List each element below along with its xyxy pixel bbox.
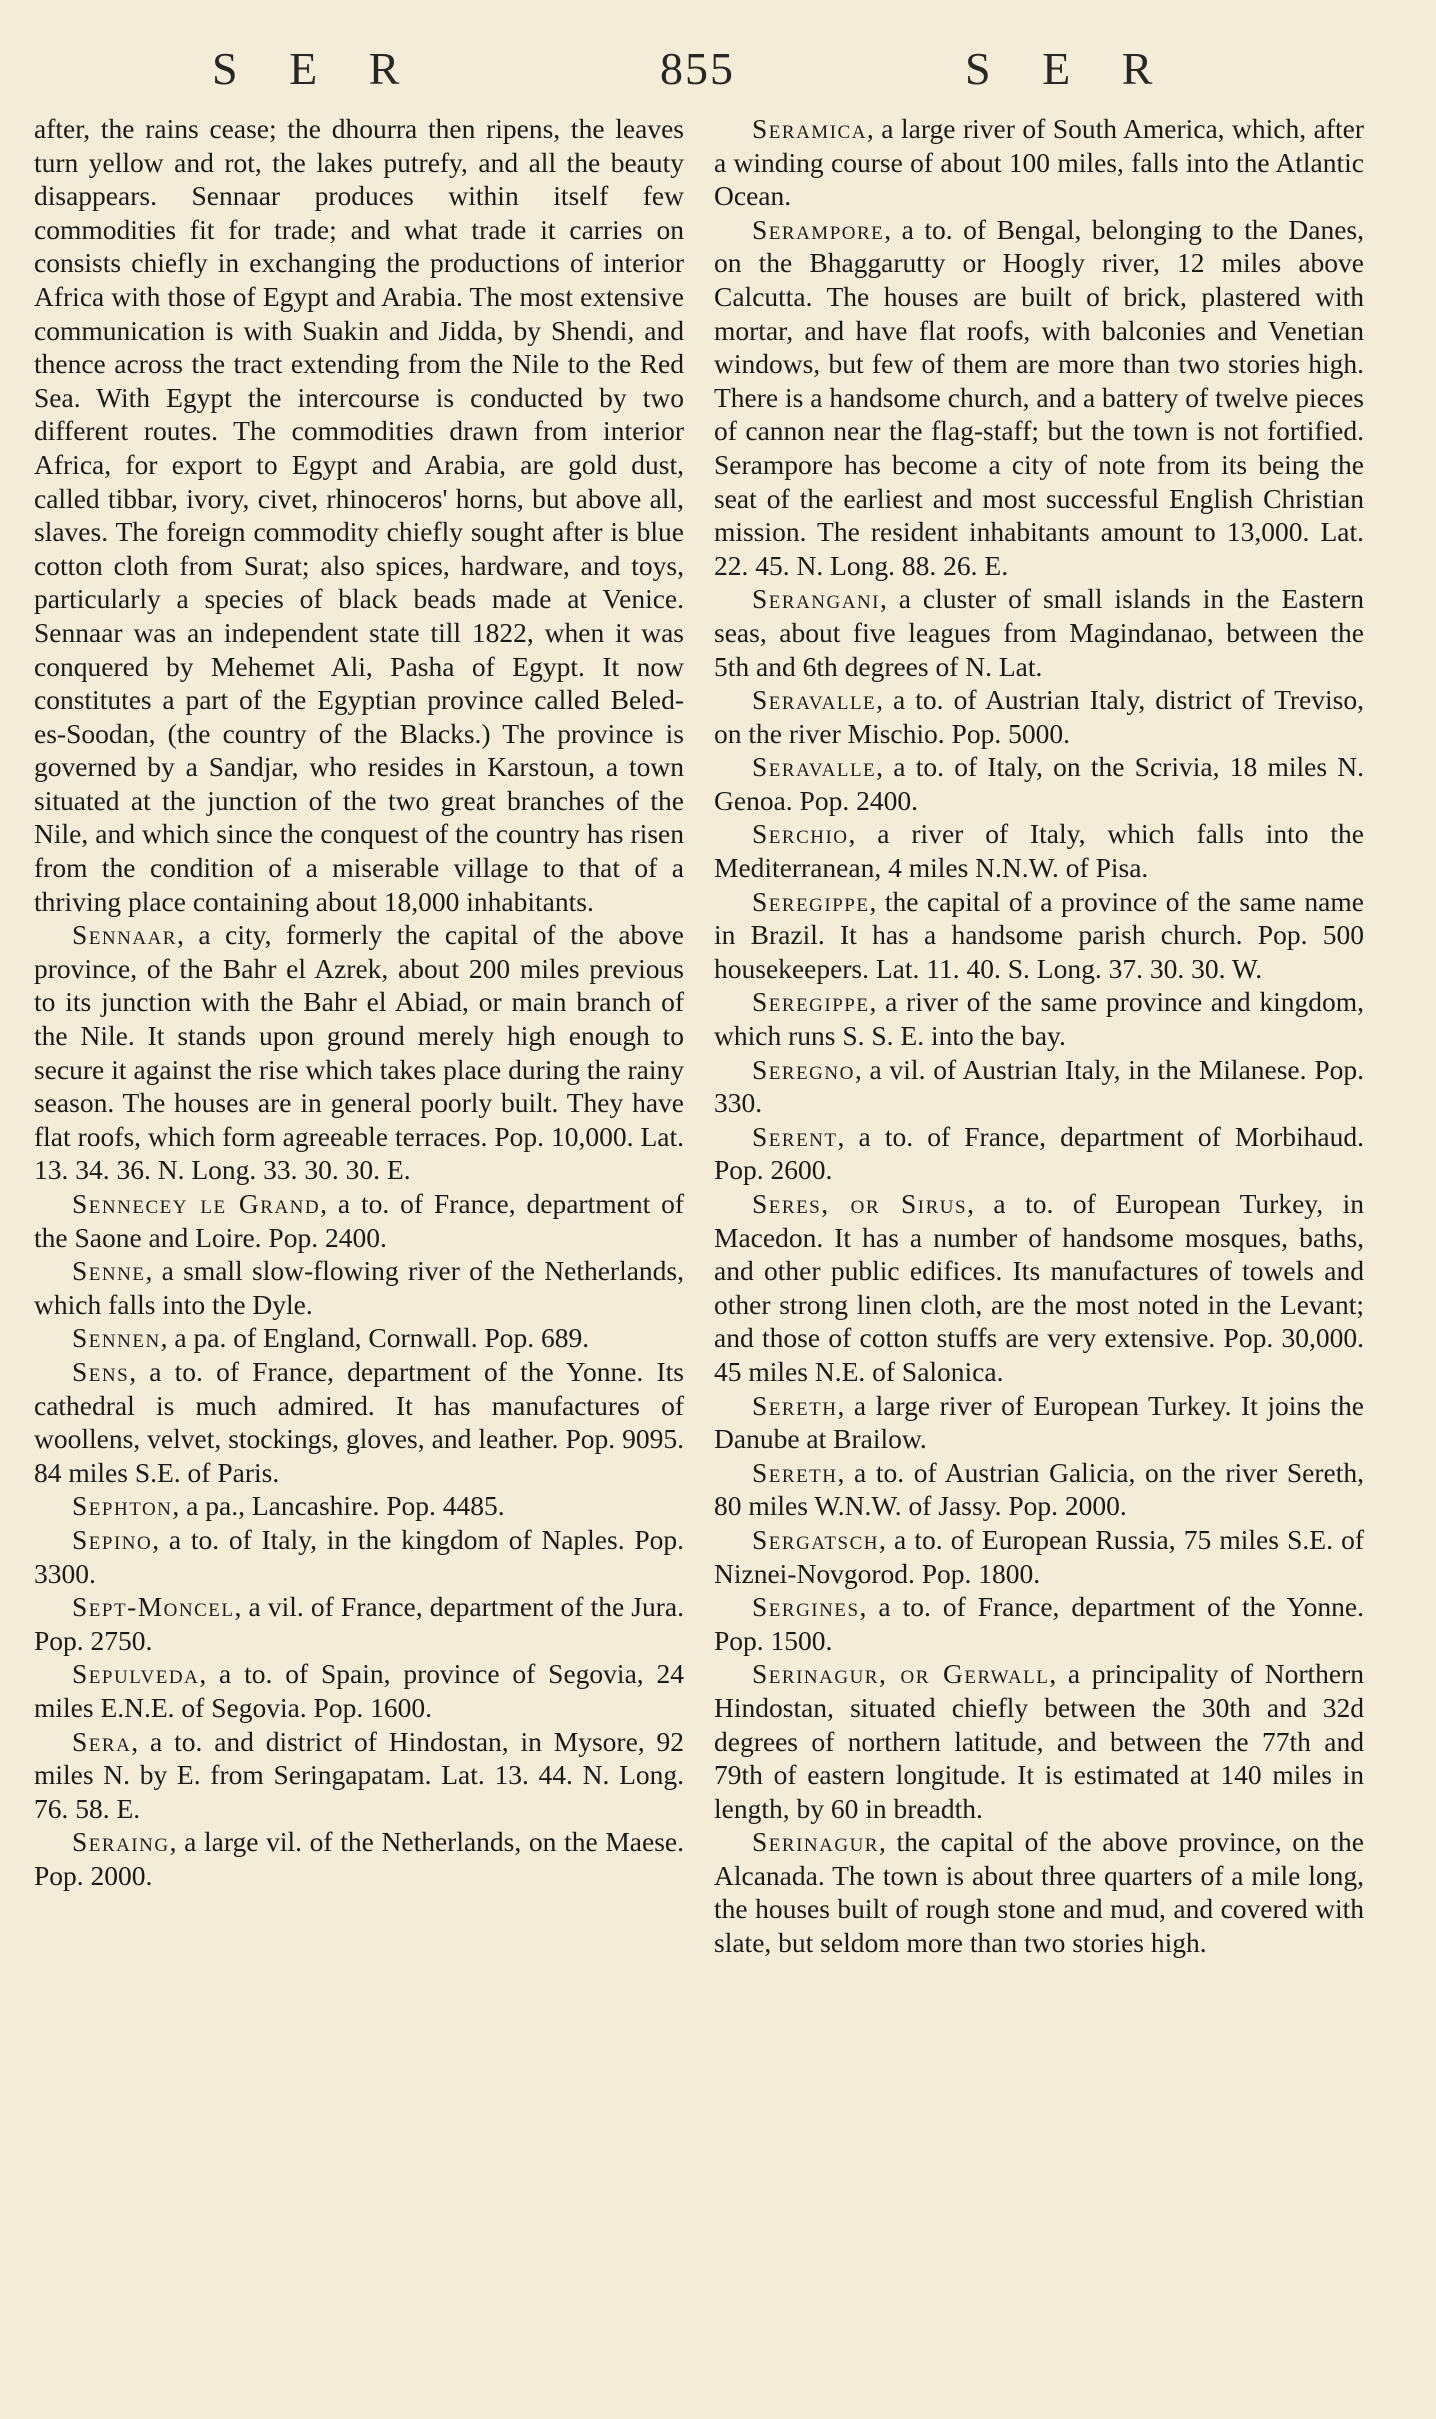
entry-headword: Sepulveda	[72, 1658, 200, 1690]
entry-headword: Seravalle	[752, 751, 877, 783]
entry-headword: Serampore	[752, 213, 885, 245]
entry-text: , a cluster of small islands in the Eastern seas, about five leagues from Magindanao, between the 5th and 6th degrees of N. Lat.	[714, 583, 1364, 682]
gazetteer-entry	[34, 1355, 684, 1489]
entry-text: , a to. of France, department of the Saone and Loire. Pop. 2400.	[34, 1188, 685, 1253]
entry-headword: Senne	[72, 1255, 146, 1287]
entry-text: , a to. of Bengal, belonging to the Danes, on the Bhaggarutty or Hoogly river, 12 miles above Calcutta. The houses are built of brick, plastered with mortar, and have flat roofs, with balconies and Venetian windows, but few of them are more than two stories high. There is a handsome church, and a battery of twelve pieces of cannon near the flag-staff; but the town is not fortified. Serampore has become a city of note from its being the seat of the earliest and most successful English Christian mission. The resident inhabitants amount to 13,000. Lat. 22. 45. N. Long. 88. 26. E.	[714, 213, 1364, 581]
entry-headword: Seres, or Sirus	[752, 1188, 968, 1219]
entry-headword: Sergatsch	[752, 1523, 879, 1555]
entry-headword: Serinagur	[752, 1826, 879, 1858]
gazetteer-entry	[714, 1523, 1364, 1590]
entry-text: , a to. of Italy, in the kingdom of Naples. Pop. 3300.	[34, 1523, 684, 1589]
entry-text: , a to. of Austrian Galicia, on the river Sereth, 80 miles W.N.W. of Jassy. Pop. 2000.	[714, 1456, 1364, 1522]
gazetteer-entry	[714, 817, 1364, 884]
gazetteer-entry	[714, 1053, 1364, 1120]
entry-headword: Sergines	[752, 1591, 860, 1623]
entry-headword: Seramica	[752, 113, 867, 144]
entry-headword: Sepino	[72, 1523, 153, 1555]
entry-headword: Sennaar	[72, 919, 177, 951]
gazetteer-entry	[714, 1657, 1364, 1825]
gazetteer-entry	[714, 1590, 1364, 1657]
entry-headword: Sennen	[72, 1322, 161, 1354]
gazetteer-entry	[34, 1523, 684, 1590]
entry-headword: Serent	[752, 1120, 838, 1152]
gazetteer-entry	[34, 1590, 684, 1657]
entry-headword: Sereth	[752, 1456, 838, 1488]
entry-headword: Seregno	[752, 1053, 855, 1085]
gazetteer-entry	[34, 1321, 684, 1355]
entry-text: , the capital of a province of the same name in Brazil. It has a handsome parish church. Pop. 500 housekeepers. Lat. 11. 40. S. Long. 37. 30. 30. W.	[714, 885, 1364, 984]
entry-text: , a principality of Northern Hindostan, situated chiefly between the 30th and 32d degrees of northern latitude, and between the 77th and 79th of eastern longitude. It is estimated at 140 miles in length, by 60 in breadth.	[714, 1658, 1364, 1824]
gazetteer-entry	[34, 1489, 684, 1523]
gazetteer-entry	[714, 213, 1364, 583]
entry-text: , a vil. of France, department of the Jura. Pop. 2750.	[34, 1591, 684, 1656]
entry-text: , a small slow-flowing river of the Netherlands, which falls into the Dyle.	[34, 1255, 684, 1320]
entry-text: , a pa., Lancashire. Pop. 4485.	[172, 1490, 505, 1522]
entry-headword: Sephton	[72, 1490, 173, 1522]
gazetteer-entry	[714, 985, 1364, 1052]
entry-text: , a city, formerly the capital of the above province, of the Bahr el Azrek, about 200 miles previous to its junction with the Bahr el Abiad, or main branch of the Nile. It stands upon ground merely high enough to secure it against the rise which takes place during the rainy season. The houses are in general poorly built. They have flat roofs, which form agreeable terraces. Pop. 10,000. Lat. 13. 34. 36. N. Long. 33. 30. 30. E.	[34, 919, 684, 1186]
entry-text: after, the rains cease; the dhourra then ripens, the leaves turn yellow and rot, the lakes putrefy, and all the beauty disappears. Sennaar produces within itself few commodities fit for trade; and what trade it carries on consists chiefly in exchanging the productions of interior Africa with those of Egypt and Arabia. The most extensive communication is with Suakin and Jidda, by Shendi, and thence across the tract extending from the Nile to the Red Sea. With Egypt the intercourse is conducted by two different routes. The commodities drawn from interior Africa, for export to Egypt and Arabia, are gold dust, called tibbar, ivory, civet, rhinoceros' horns, but above all, slaves. The foreign commodity chiefly sought after is blue cotton cloth from Surat; also spices, hardware, and toys, particularly a species of black beads made at Venice. Sennaar was an independent state till 1822, when it was conquered by Mehemet Ali, Pasha of Egypt. It now constitutes a part of the Egyptian province called Beled-es-Soodan, (the country of the Blacks.) The province is governed by a Sandjar, who resides in Karstoun, a town situated at the junction of the two great branches of the Nile, and which since the conquest of the country has risen from the condition of a miserable village to that of a thriving place containing about 18,000 inhabitants.	[34, 113, 684, 917]
gazetteer-entry	[34, 1657, 684, 1724]
left-column	[34, 112, 684, 1892]
entry-headword: Seraing	[72, 1826, 170, 1858]
gazetteer-entry	[714, 582, 1364, 683]
entry-text: , a to. of Italy, on the Scrivia, 18 miles N. Genoa. Pop. 2400.	[714, 751, 1364, 816]
gazetteer-entry	[34, 1254, 684, 1321]
entry-headword: Sept-Moncel	[72, 1591, 235, 1623]
entry-text: , a to. of European Turkey, in Macedon. It has a number of handsome mosques, baths, and other public edifices. Its manufactures of towels and other strong linen cloth, are the most noted in the Levant; and those of cotton stuffs are very extensive. Pop. 30,000. 45 miles N.E. of Salonica.	[714, 1188, 1364, 1387]
entry-text: , a large river of European Turkey. It joins the Danube at Brailow.	[714, 1389, 1364, 1455]
gazetteer-entry	[714, 112, 1364, 213]
gazetteer-entry	[714, 1825, 1364, 1959]
gazetteer-entry	[714, 1187, 1364, 1389]
gazetteer-entry	[34, 112, 684, 918]
entry-headword: Sens	[72, 1355, 130, 1387]
entry-headword: Sennecey le Grand	[72, 1188, 321, 1219]
entry-text: , a to. of Spain, province of Segovia, 24 miles E.N.E. of Segovia. Pop. 1600.	[34, 1658, 684, 1723]
entry-text: , a pa. of England, Cornwall. Pop. 689.	[160, 1322, 590, 1354]
entry-text: , a to. of European Russia, 75 miles S.E. of Niznei-Novgorod. Pop. 1800.	[714, 1523, 1364, 1589]
entry-text: , a to. and district of Hindostan, in Mysore, 92 miles N. by E. from Seringapatam. Lat. 13. 44. N. Long. 76. 58. E.	[34, 1725, 684, 1824]
running-head-left: S E R	[212, 43, 420, 94]
entry-headword: Serangani	[752, 583, 881, 615]
entry-headword: Serinagur, or Gerwall	[752, 1658, 1050, 1690]
entry-text: , a large river of South America, which, after a winding course of about 100 miles, falls into the Atlantic Ocean.	[714, 113, 1364, 212]
gazetteer-entry	[34, 1825, 684, 1892]
entry-text: , a to. of France, department of the Yonne. Its cathedral is much admired. It has manufactures of woollens, velvet, stockings, gloves, and leather. Pop. 9095. 84 miles S.E. of Paris.	[34, 1355, 684, 1488]
gazetteer-entry	[714, 1120, 1364, 1187]
entry-text: , a vil. of Austrian Italy, in the Milanese. Pop. 330.	[714, 1053, 1364, 1119]
entry-text: , a to. of France, department of Morbihaud. Pop. 2600.	[714, 1120, 1364, 1186]
gazetteer-entry	[714, 683, 1364, 750]
entry-text: , a river of the same province and kingdom, which runs S. S. E. into the bay.	[714, 986, 1364, 1052]
entry-text: , the capital of the above province, on the Alcanada. The town is about three quarters of a mile long, the houses built of rough stone and mud, and covered with slate, but seldom more than two stories high.	[714, 1826, 1364, 1959]
entry-text: , a large vil. of the Netherlands, on the Maese. Pop. 2000.	[34, 1826, 684, 1891]
entry-headword: Sera	[72, 1725, 132, 1757]
entry-headword: Seravalle	[752, 684, 877, 716]
entry-headword: Seregippe	[752, 986, 870, 1018]
entry-headword: Serchio	[752, 818, 849, 850]
gazetteer-entry	[714, 750, 1364, 817]
entry-text: , a to. of Austrian Italy, district of Treviso, on the river Mischio. Pop. 5000.	[714, 684, 1364, 749]
entry-headword: Sereth	[752, 1389, 838, 1421]
running-head-right: S E R	[965, 43, 1173, 94]
gazetteer-entry	[714, 1456, 1364, 1523]
gazetteer-entry	[34, 1187, 684, 1254]
entry-text: , a river of Italy, which falls into the Mediterranean, 4 miles N.N.W. of Pisa.	[714, 818, 1364, 884]
gazetteer-entry	[714, 1389, 1364, 1456]
page-number: 855	[660, 43, 735, 94]
gazetteer-entry	[34, 918, 684, 1187]
gazetteer-entry	[714, 885, 1364, 986]
right-column	[714, 112, 1364, 1960]
entry-text: , a to. of France, department of the Yonne. Pop. 1500.	[714, 1591, 1364, 1656]
entry-headword: Seregippe	[752, 885, 870, 917]
gazetteer-entry	[34, 1725, 684, 1826]
page-header	[0, 42, 1436, 112]
